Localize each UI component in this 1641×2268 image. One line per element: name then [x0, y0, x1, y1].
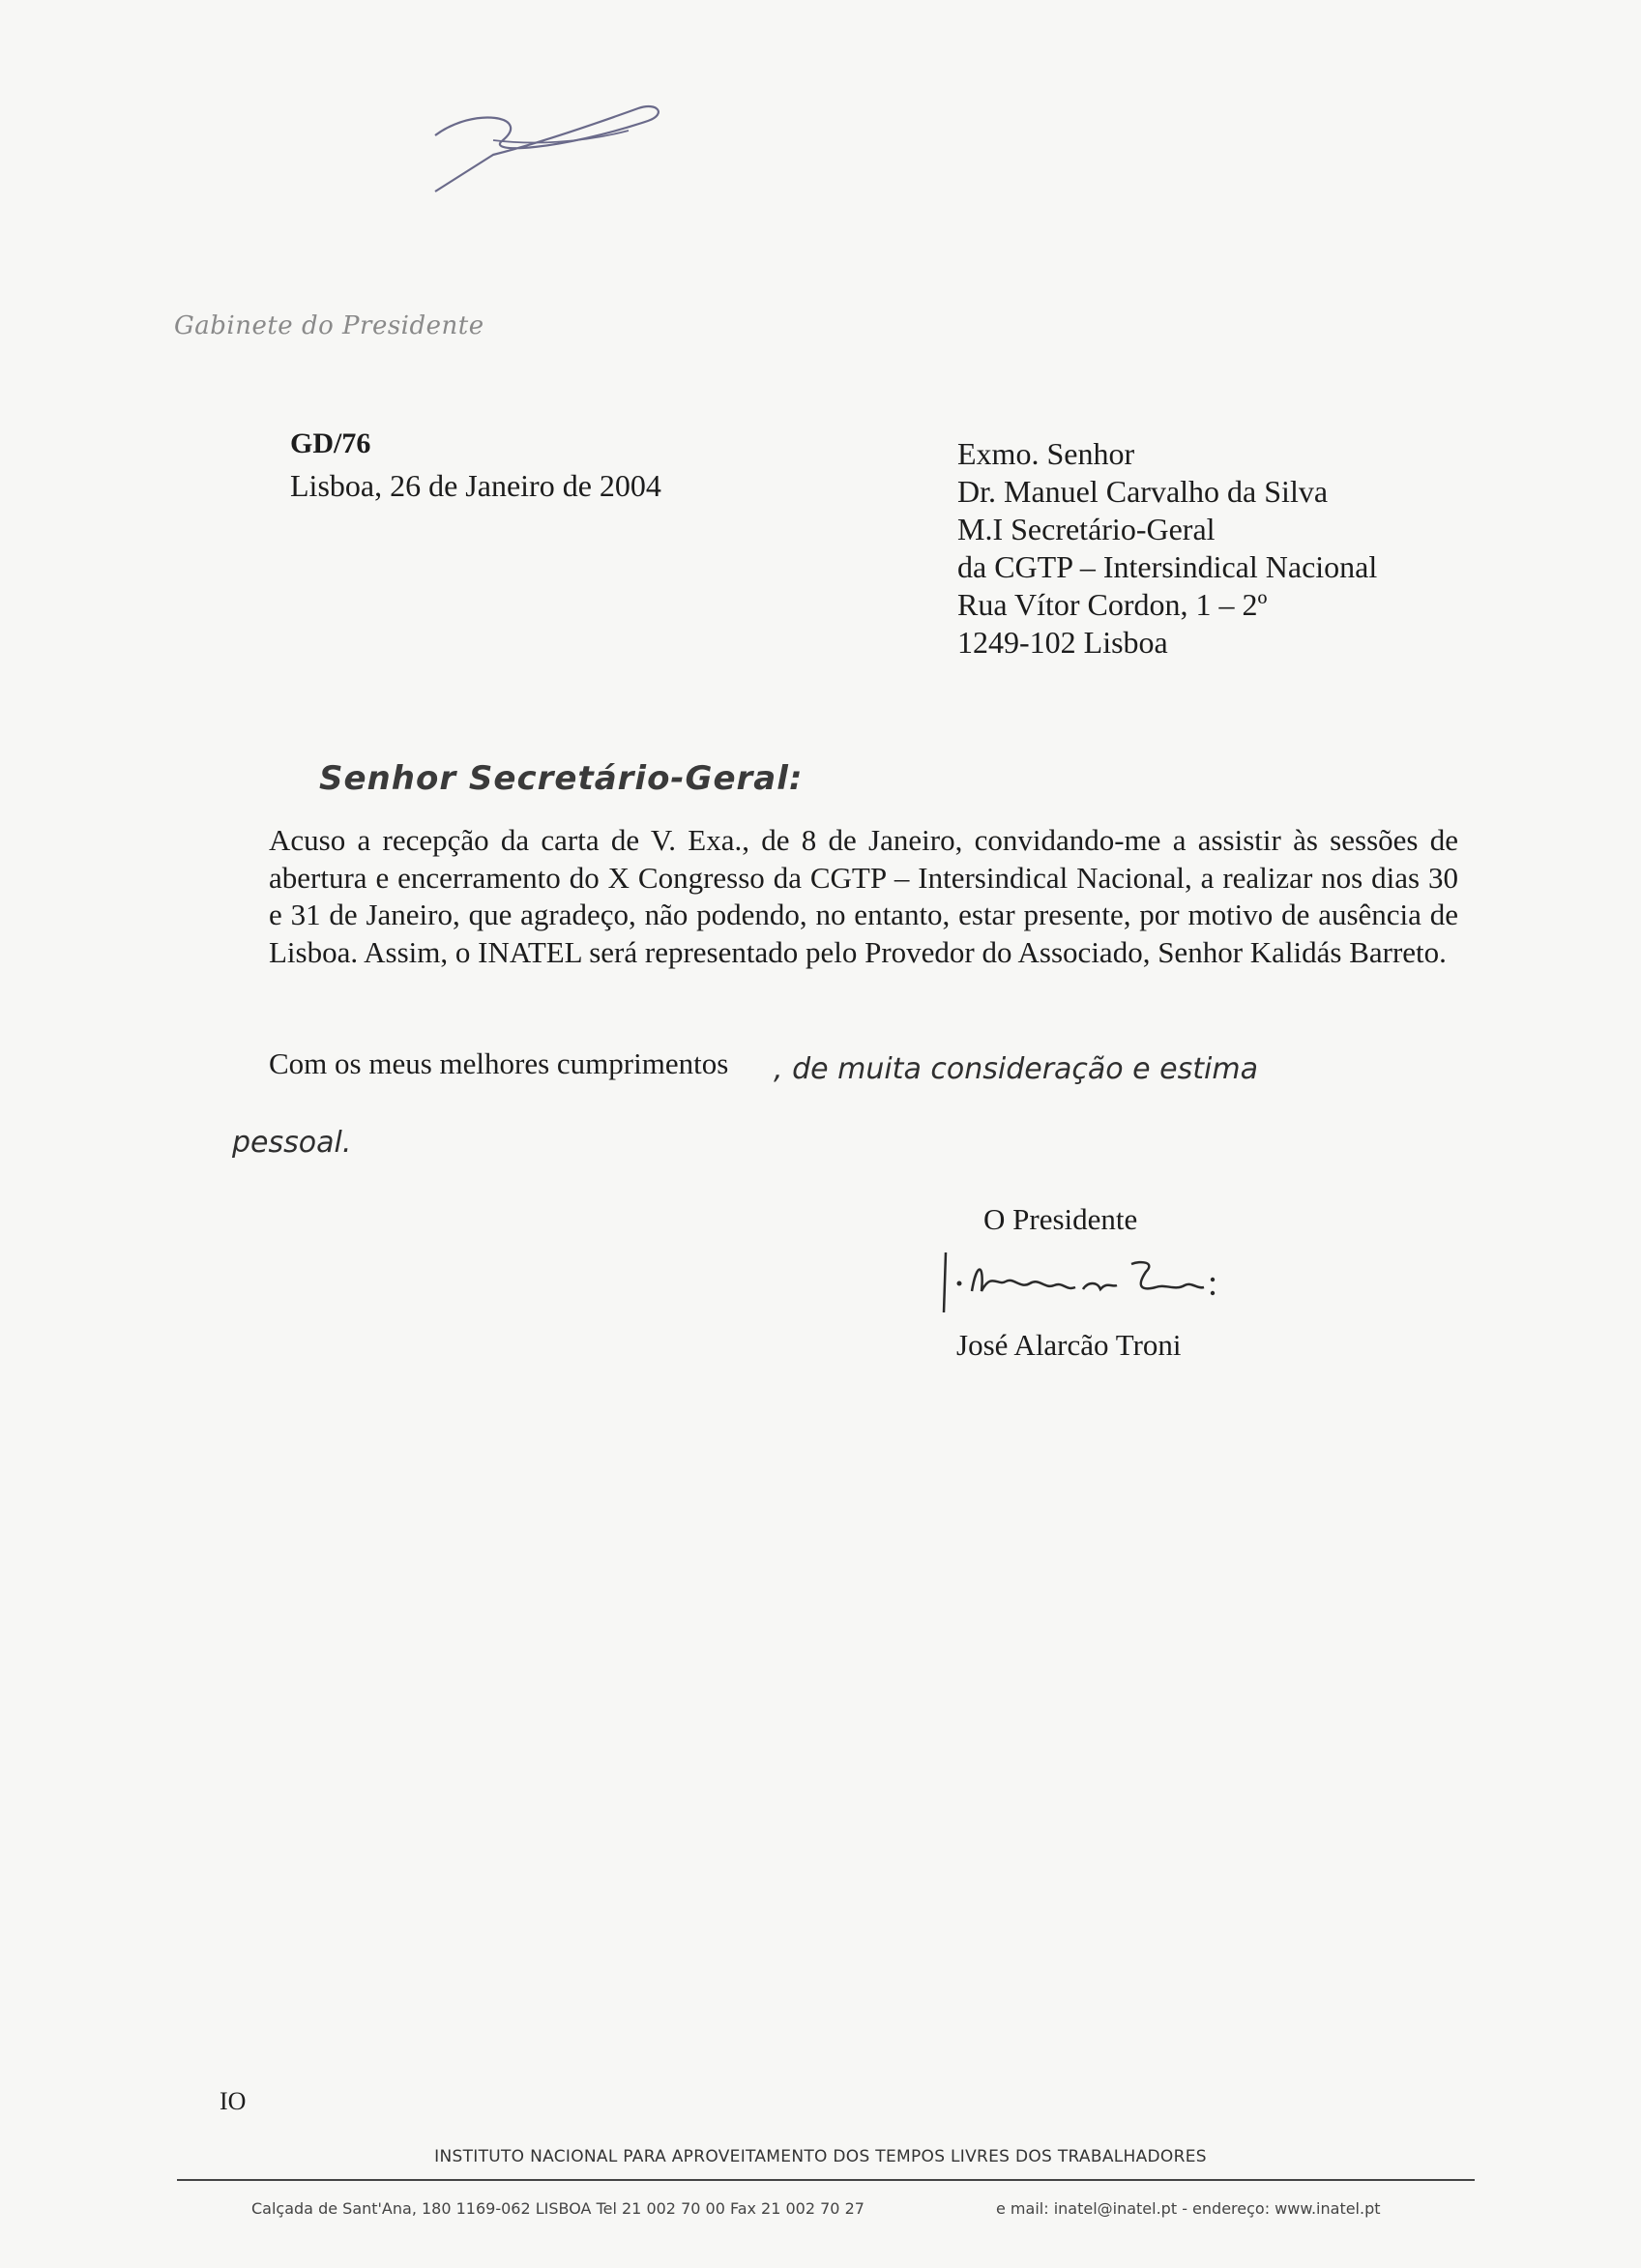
- place-date: Lisboa, 26 de Janeiro de 2004: [290, 468, 661, 503]
- body-paragraph: Acuso a recepção da carta de V. Exa., de 8 de Janeiro, convidando-me a assistir às sessões de abertura e encerramento do X Congresso da CGTP – Intersindical Nacional, a realizar nos dias 30 e 31 de Janeiro, que agradeço, não podendo, no entanto, estar presente, por motivo de ausência de Lisboa. Assim, o INATEL será representado pelo Provedor do Associado, Senhor Kalidás Barreto.: [269, 823, 1458, 969]
- initials-scribble: [416, 97, 677, 203]
- footer-address: Calçada de Sant'Ana, 180 1169-062 LISBOA Tel 21 002 70 00 Fax 21 002 70 27: [251, 2199, 864, 2218]
- address-line: M.I Secretário-Geral: [957, 512, 1216, 546]
- handwritten-salutation: Senhor Secretário-Geral:: [319, 759, 804, 798]
- address-line: Rua Vítor Cordon, 1 – 2º: [957, 587, 1268, 622]
- page-marker: IO: [220, 2087, 247, 2115]
- footer-institution: INSTITUTO NACIONAL PARA APROVEITAMENTO DOS TEMPOS LIVRES DOS TRABALHADORES: [434, 2147, 1207, 2166]
- address-line: 1249-102 Lisboa: [957, 625, 1168, 660]
- signatory-name: José Alarcão Troni: [956, 1328, 1182, 1362]
- office-heading: Gabinete do Presidente: [174, 311, 484, 340]
- closing-line: Com os meus melhores cumprimentos: [269, 1046, 729, 1080]
- footer-contact: e mail: inatel@inatel.pt - endereço: www.inatel.pt: [996, 2199, 1381, 2218]
- address-line: Dr. Manuel Carvalho da Silva: [957, 474, 1329, 509]
- signatory-role: O Presidente: [983, 1202, 1138, 1236]
- letter-body: [269, 822, 1458, 971]
- address-line: Exmo. Senhor: [957, 436, 1135, 471]
- footer-divider: [177, 2179, 1475, 2181]
- address-line: da CGTP – Intersindical Nacional: [957, 549, 1378, 584]
- reference-number: GD/76: [290, 427, 371, 459]
- handwritten-closing-continued: pessoal.: [232, 1126, 352, 1160]
- recipient-address: [957, 435, 1377, 662]
- handwritten-signature: [938, 1243, 1228, 1320]
- handwritten-closing: , de muita consideração e estima: [774, 1052, 1258, 1086]
